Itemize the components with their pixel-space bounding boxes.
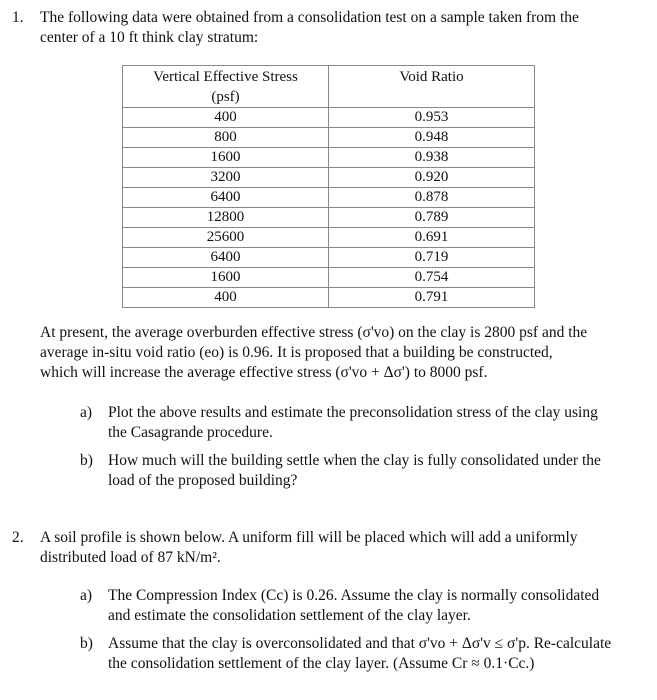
table-row <box>123 208 535 228</box>
consolidation-data-table <box>122 65 535 308</box>
stress-cell: 1600 <box>123 268 329 288</box>
present-line-1: At present, the average overburden effective stress (σ'vo) on the clay is 2800 psf and the <box>40 324 588 341</box>
present-line-3: which will increase the average effective stress (σ'vo + Δσ') to 8000 psf. <box>40 364 488 381</box>
table-row <box>123 188 535 208</box>
problem-2a-letter: a) <box>80 587 93 604</box>
problem-1b-line-2: load of the proposed building? <box>108 472 298 489</box>
problem-1a-line-1: Plot the above results and estimate the preconsolidation stress of the clay using <box>108 404 598 421</box>
table-row <box>123 128 535 148</box>
void-ratio-column-header: Void Ratio <box>329 66 535 108</box>
stress-cell: 6400 <box>123 248 329 268</box>
problem-1-intro-line-2: center of a 10 ft think clay stratum: <box>40 29 259 46</box>
problem-2b-letter: b) <box>80 635 93 652</box>
void-cell: 0.691 <box>329 228 535 248</box>
stress-cell: 800 <box>123 128 329 148</box>
problem-1a-letter: a) <box>80 404 93 421</box>
stress-cell: 12800 <box>123 208 329 228</box>
problem-2-intro-line-2: distributed load of 87 kN/m². <box>40 549 221 566</box>
table-row <box>123 168 535 188</box>
problem-2-number: 2. <box>12 529 24 546</box>
table-row <box>123 148 535 168</box>
table-row <box>123 108 535 128</box>
void-cell: 0.791 <box>329 288 535 308</box>
stress-header-line-2: (psf) <box>211 89 240 105</box>
stress-cell: 3200 <box>123 168 329 188</box>
void-cell: 0.754 <box>329 268 535 288</box>
problem-2-intro <box>40 528 637 568</box>
problem-1b-text <box>108 451 635 491</box>
problem-1-number: 1. <box>12 9 24 26</box>
void-cell: 0.878 <box>329 188 535 208</box>
problem-1a-line-2: the Casagrande procedure. <box>108 424 273 441</box>
problem-1-intro-line-1: The following data were obtained from a consolidation test on a sample taken from the <box>40 9 579 26</box>
table-header-row <box>123 66 535 108</box>
stress-cell: 400 <box>123 288 329 308</box>
problem-2a-line-1: The Compression Index (Cc) is 0.26. Assume the clay is normally consolidated <box>108 587 600 604</box>
problem-2-intro-line-1: A soil profile is shown below. A uniform fill will be placed which will add a uniformly <box>40 529 578 546</box>
stress-cell: 6400 <box>123 188 329 208</box>
void-cell: 0.789 <box>329 208 535 228</box>
problem-2b-line-2: the consolidation settlement of the clay layer. (Assume Cr ≈ 0.1·Cc.) <box>108 655 535 672</box>
problem-2b-line-1: Assume that the clay is overconsolidated and that σ'vo + Δσ'v ≤ σ'p. Re-calculate <box>108 635 612 652</box>
stress-column-header <box>123 66 329 108</box>
void-cell: 0.953 <box>329 108 535 128</box>
stress-header-line-1: Vertical Effective Stress <box>153 69 298 85</box>
problem-1-intro <box>40 8 637 48</box>
table-row <box>123 288 535 308</box>
void-cell: 0.948 <box>329 128 535 148</box>
void-cell: 0.938 <box>329 148 535 168</box>
table-row <box>123 228 535 248</box>
problem-2b-text <box>108 634 635 674</box>
problem-1b-line-1: How much will the building settle when the clay is fully consolidated under the <box>108 452 601 469</box>
problem-2a-line-2: and estimate the consolidation settlement of the clay layer. <box>108 607 471 624</box>
problem-1b-letter: b) <box>80 452 93 469</box>
stress-cell: 400 <box>123 108 329 128</box>
present-line-2: average in-situ void ratio (eo) is 0.96. It is proposed that a building be constructed, <box>40 344 553 361</box>
void-cell: 0.920 <box>329 168 535 188</box>
table-row <box>123 268 535 288</box>
present-conditions-paragraph <box>40 323 637 383</box>
table-row <box>123 248 535 268</box>
problem-2a-text <box>108 586 635 626</box>
stress-cell: 1600 <box>123 148 329 168</box>
stress-cell: 25600 <box>123 228 329 248</box>
void-cell: 0.719 <box>329 248 535 268</box>
problem-1a-text <box>108 403 635 443</box>
